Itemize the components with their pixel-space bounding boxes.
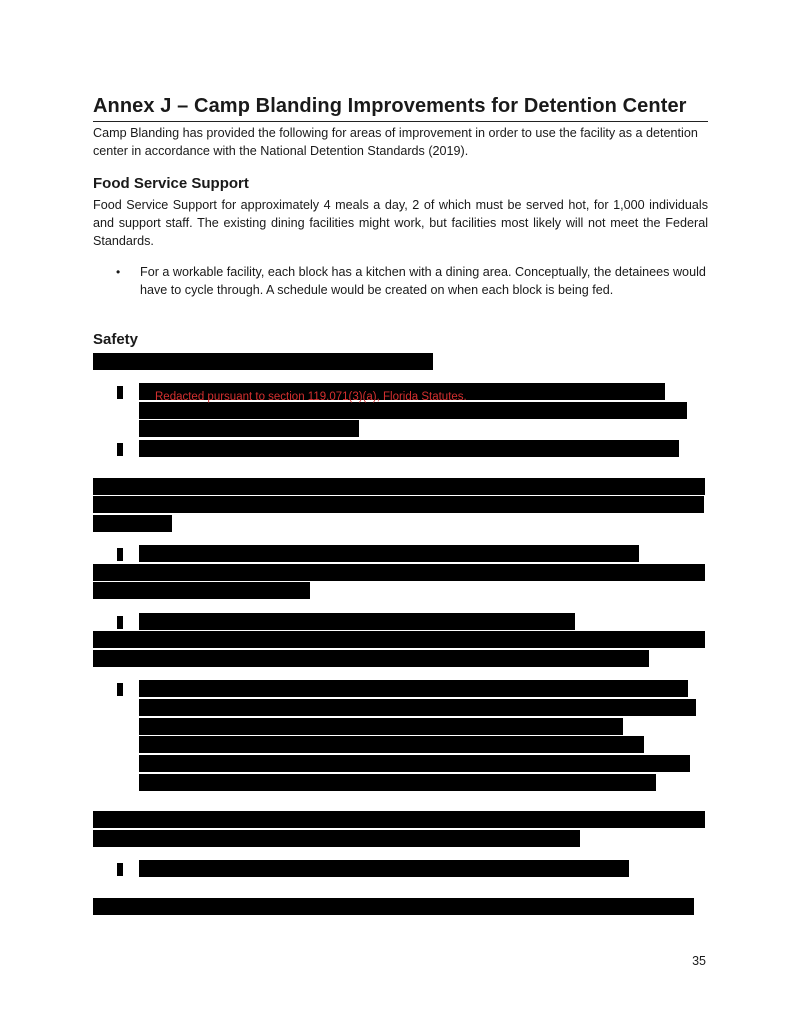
food-service-paragraph: Food Service Support for approximately 4 meals a day, 2 of which must be served hot, for 1,000 individuals and support staff. The existing dining facilities might work, but facilities most likely will not meet the Federal Standards. bbox=[93, 198, 708, 248]
redaction-block bbox=[93, 582, 310, 599]
food-service-heading: Food Service Support bbox=[93, 175, 249, 192]
redaction-block bbox=[139, 755, 690, 772]
redacted-bullet-marker bbox=[117, 548, 123, 561]
annex-title: Annex J – Camp Blanding Improvements for Detention Center bbox=[93, 95, 708, 122]
safety-heading: Safety bbox=[93, 331, 139, 348]
redaction-block bbox=[139, 718, 623, 735]
redaction-notice: Redacted pursuant to section 119.071(3)(a), Florida Statutes. bbox=[155, 391, 467, 403]
redaction-block bbox=[93, 496, 704, 513]
redaction-block bbox=[139, 774, 656, 791]
redaction-block bbox=[139, 736, 644, 753]
page-number: 35 bbox=[692, 954, 706, 968]
redaction-block bbox=[139, 545, 639, 562]
redaction-block bbox=[139, 420, 359, 437]
redaction-block bbox=[93, 515, 172, 532]
redacted-bullet-marker bbox=[117, 863, 123, 876]
redaction-block bbox=[93, 830, 580, 847]
bullet-marker: • bbox=[116, 265, 121, 279]
redaction-block bbox=[93, 631, 705, 648]
redaction-block bbox=[93, 811, 705, 828]
redaction-block bbox=[93, 478, 705, 495]
redaction-block bbox=[139, 860, 629, 877]
redaction-block bbox=[139, 680, 688, 697]
redaction-block bbox=[139, 402, 687, 419]
intro-paragraph: Camp Blanding has provided the following for areas of improvement in order to use the facility as a detention center in accordance with the National Detention Standards (2019). bbox=[93, 126, 698, 158]
redaction-block bbox=[93, 898, 694, 915]
redaction-block bbox=[139, 613, 575, 630]
redacted-bullet-marker bbox=[117, 683, 123, 696]
redaction-block bbox=[93, 564, 705, 581]
redaction-block bbox=[93, 353, 433, 370]
redaction-block bbox=[139, 440, 679, 457]
redacted-bullet-marker bbox=[117, 443, 123, 456]
food-service-bullet: For a workable facility, each block has a kitchen with a dining area. Conceptually, the detainees would have to cycle through. A schedule would be created on when each block is being fed. bbox=[140, 265, 706, 297]
redaction-block bbox=[139, 699, 696, 716]
redacted-bullet-marker bbox=[117, 616, 123, 629]
redacted-bullet-marker bbox=[117, 386, 123, 399]
redaction-block bbox=[93, 650, 649, 667]
